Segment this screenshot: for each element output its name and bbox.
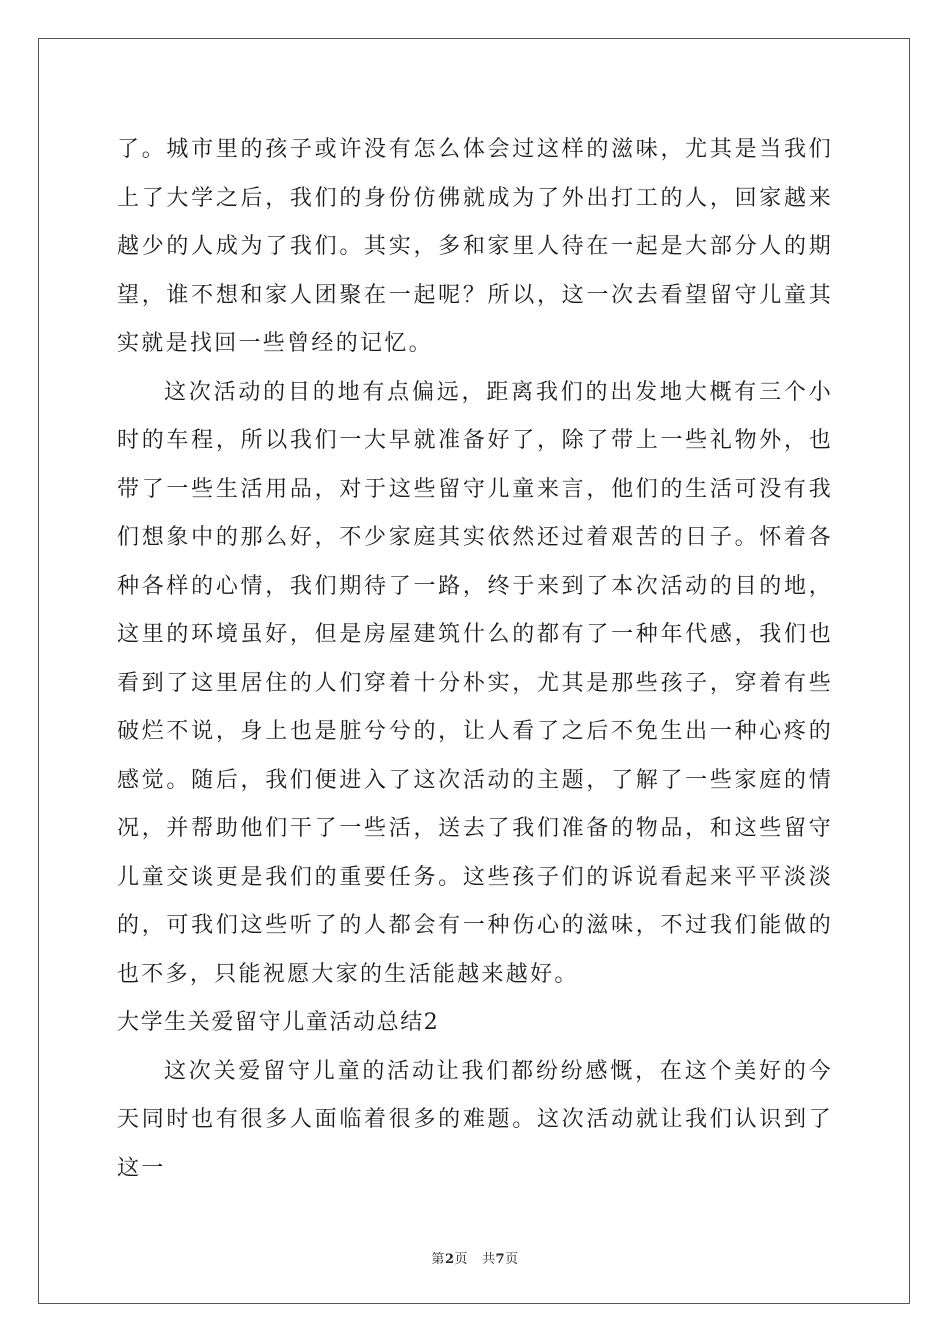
page-total-count: 7 — [495, 1252, 506, 1267]
paragraph-2: 这次活动的目的地有点偏远，距离我们的出发地大概有三个小时的车程，所以我们一大早就准备好了，除了带上一些礼物外，也带了一些生活用品，对于这些留守儿童来言，他们的生活可没有我们想象中的那么好，不少家庭其实依然还过着艰苦的日子。怀着各种各样的心情，我们期待了一路，终于来到了本次活动的目的地，这里的环境虽好，但是房屋建筑什么的都有了一种年代感，我们也看到了这里居住的人们穿着十分朴实，尤其是那些孩子，穿着有些破烂不说，身上也是脏兮兮的，让人看了之后不免生出一种心疼的感觉。随后，我们便进入了这次活动的主题，了解了一些家庭的情况，并帮助他们干了一些活，送去了我们准备的物品，和这些留守儿童交谈更是我们的重要任务。这些孩子们的诉说看起来平平淡淡的，可我们这些听了的人都会有一种伤心的滋味，不过我们能做的也不多，只能祝愿大家的生活能越来越好。 — [117, 379, 833, 987]
paragraph-1: 了。城市里的孩子或许没有怎么体会过这样的滋味，尤其是当我们上了大学之后，我们的身份仿佛就成为了外出打工的人，回家越来越少的人成为了我们。其实，多和家里人待在一起是大部分人的期望，谁不想和家人团聚在一起呢？所以，这一次去看望留守儿童其实就是找回一些曾经的记忆。 — [117, 137, 833, 356]
paragraph-3: 这次关爱留守儿童的活动让我们都纷纷感慨，在这个美好的今天同时也有很多人面临着很多的难题。这次活动就让我们认识到了这一 — [117, 1058, 833, 1181]
page-footer — [0, 1248, 950, 1267]
page-number-suffix: 页 — [454, 1252, 468, 1267]
document-body — [117, 126, 833, 1193]
page-number-prefix: 第 — [431, 1252, 445, 1267]
page-number-current: 2 — [444, 1252, 455, 1267]
page-total-suffix: 页 — [505, 1252, 519, 1267]
section-heading: 大学生关爱留守儿童活动总结2 — [117, 1010, 440, 1035]
page-total-prefix: 共 — [482, 1252, 496, 1267]
